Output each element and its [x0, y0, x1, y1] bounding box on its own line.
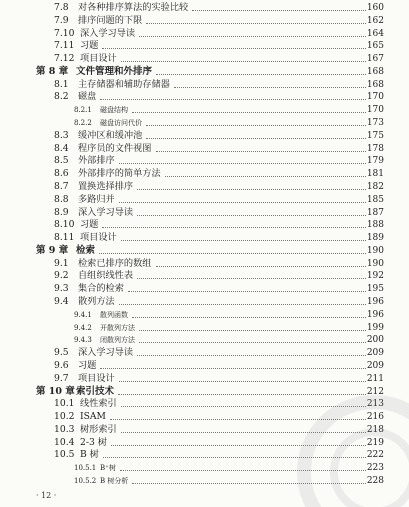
toc-dot-leader — [139, 321, 366, 331]
toc-title: B 树 — [80, 449, 99, 461]
toc-page-number: 228 — [366, 476, 384, 486]
toc-page-number: 164 — [366, 28, 384, 39]
toc-number: 第 8 章 — [36, 65, 69, 77]
toc-page-number: 192 — [366, 271, 384, 282]
toc-title: 散列方法 — [78, 296, 115, 308]
toc-title: 项目设计 — [80, 53, 117, 65]
toc-title: 检索已排序的数组 — [78, 257, 152, 269]
toc-title: 深入学习导读 — [78, 347, 134, 359]
toc-title: 缓冲区和缓冲池 — [78, 129, 143, 141]
toc-dot-leader — [139, 27, 366, 37]
toc-dot-leader — [102, 39, 366, 49]
toc-number: 8.5 — [54, 155, 69, 167]
toc-dot-leader — [111, 436, 366, 446]
toc-number: 8.4 — [54, 142, 69, 154]
toc-number: 8.8 — [54, 193, 69, 205]
toc-dot-leader — [132, 308, 366, 318]
toc-number: 7.12 — [54, 53, 75, 65]
toc-dot-leader — [137, 206, 366, 216]
toc-number: 7.8 — [54, 2, 69, 13]
toc-dot-leader — [119, 193, 366, 203]
toc-title: B 树分析 — [100, 477, 129, 485]
toc-dot-leader — [102, 218, 366, 228]
toc-title: 深入学习导读 — [78, 206, 134, 218]
toc-page-number: 213 — [366, 399, 384, 410]
toc-number: 7.10 — [54, 27, 75, 39]
toc-page-number: 160 — [366, 3, 384, 13]
toc-page-number: 175 — [366, 130, 384, 141]
toc-title: ISAM — [80, 411, 106, 423]
toc-number: 8.11 — [54, 232, 75, 244]
toc-number: 9.4 — [54, 296, 69, 308]
toc-number: 第 10 章 — [36, 385, 75, 397]
toc-dot-leader — [99, 244, 366, 254]
toc-page-number: 179 — [366, 156, 384, 167]
toc-title: 磁盘 — [78, 91, 97, 103]
toc-number: 9.7 — [54, 372, 69, 384]
toc-dot-leader — [121, 231, 366, 241]
toc-page-number: 223 — [366, 463, 384, 474]
toc-dot-leader — [119, 295, 366, 305]
toc-dot-leader — [132, 474, 366, 484]
toc-dot-leader — [139, 333, 366, 343]
toc-dot-leader — [137, 180, 366, 190]
toc-title: 外部排序 — [78, 155, 115, 167]
toc-number: 10.2 — [54, 411, 75, 423]
toc-title: 习题 — [78, 359, 97, 371]
toc-dot-leader — [174, 78, 366, 88]
toc-page-number: 219 — [366, 437, 384, 448]
toc-dot-leader — [132, 103, 366, 113]
toc-title: 习题 — [80, 40, 99, 52]
toc-title: 自组织线性表 — [78, 270, 134, 282]
toc-title: 磁盘访问代价 — [100, 119, 142, 128]
toc-dot-leader — [156, 142, 367, 152]
toc-title: 散列函数 — [100, 310, 128, 319]
toc-dot-leader — [137, 346, 366, 356]
toc-number: 7.9 — [54, 14, 69, 26]
toc-title: 项目设计 — [78, 372, 115, 384]
toc-dot-leader — [192, 1, 366, 11]
toc-page-number: 165 — [366, 41, 384, 52]
toc-page-number: 170 — [366, 105, 384, 116]
toc-number: 10.5.2 — [74, 477, 97, 485]
toc-title: 2-3 树 — [80, 436, 107, 448]
toc-number: 10.3 — [54, 423, 75, 435]
toc-dot-leader — [118, 385, 366, 395]
toc-page-number: 196 — [366, 309, 384, 320]
toc-title: 索引技术 — [76, 385, 115, 397]
toc-dot-leader — [165, 167, 366, 177]
toc-number: 8.1 — [54, 78, 69, 90]
toc-dot-leader — [121, 397, 366, 407]
toc-page-number: 188 — [366, 220, 384, 231]
toc-page-number: 195 — [366, 284, 384, 295]
toc-title: 磁盘结构 — [100, 106, 128, 115]
toc-page-number: 187 — [366, 207, 384, 218]
toc-number: 9.4.2 — [74, 323, 92, 332]
toc-title: 树形索引 — [80, 423, 117, 435]
toc-dot-leader — [137, 269, 366, 279]
toc-page-number: 209 — [366, 360, 384, 371]
toc-dot-leader — [146, 14, 366, 24]
toc-number: 9.3 — [54, 283, 69, 295]
toc-title: 闭散列方法 — [100, 336, 135, 345]
toc-number: 9.5 — [54, 347, 69, 359]
toc-dot-leader — [100, 90, 366, 100]
toc-page-number: 199 — [366, 322, 384, 333]
toc-number: 10.4 — [54, 436, 75, 448]
toc-page-number: 182 — [366, 181, 384, 192]
toc-page-number: 173 — [366, 118, 384, 129]
toc-page-number: 162 — [366, 15, 384, 26]
toc-dot-leader — [121, 52, 366, 62]
toc-number: 8.2.1 — [74, 106, 92, 115]
toc-number: 9.2 — [54, 270, 69, 282]
toc-page-number: 189 — [366, 233, 384, 244]
toc-dot-leader — [128, 282, 366, 292]
toc-dot-leader — [119, 372, 366, 382]
toc-number: 第 9 章 — [36, 244, 69, 256]
toc-page-number: 178 — [366, 143, 384, 154]
toc-title: B⁺树 — [100, 464, 116, 473]
toc-dot-leader — [100, 359, 366, 369]
toc-page-number: 211 — [366, 373, 384, 384]
toc-number: 9.4.3 — [74, 336, 92, 345]
toc-number: 8.9 — [54, 206, 69, 218]
toc-title: 排序问题的下限 — [78, 14, 143, 26]
toc-title: 线性索引 — [80, 398, 117, 410]
toc-page-number: 209 — [366, 348, 384, 359]
toc-page-number: 168 — [366, 66, 384, 77]
toc-number: 9.1 — [54, 257, 69, 269]
toc-page-number: 181 — [366, 169, 384, 180]
toc-dot-leader — [119, 154, 366, 164]
toc-dot-leader — [103, 448, 366, 458]
toc-dot-leader — [121, 423, 366, 433]
toc-page-number: 218 — [366, 424, 384, 435]
toc-title: 习题 — [80, 219, 99, 231]
toc-title: 置换选择排序 — [78, 180, 134, 192]
toc-number: 10.1 — [54, 398, 75, 410]
toc-title: 集合的检索 — [78, 283, 124, 295]
toc-number: 9.4.1 — [74, 310, 92, 319]
toc-page-number: 185 — [366, 194, 384, 205]
toc-number: 8.10 — [54, 219, 75, 231]
toc-number: 7.11 — [54, 40, 75, 52]
toc-page-number: 190 — [366, 258, 384, 269]
toc-title: 对各种排序算法的实验比较 — [78, 2, 189, 13]
toc-title: 文件管理和外排序 — [76, 65, 153, 77]
toc-title: 开散列方法 — [100, 323, 135, 332]
toc-page-number: 170 — [366, 92, 384, 103]
toc-dot-leader — [156, 65, 366, 75]
toc-number: 8.3 — [54, 129, 69, 141]
toc-number: 10.5.1 — [74, 464, 97, 473]
toc-subsection-row — [0, 474, 409, 488]
toc-title: 检索 — [76, 244, 96, 256]
toc-page-number: 167 — [366, 54, 384, 65]
toc-dot-leader — [156, 257, 367, 267]
toc-title: 外部排序的简单方法 — [78, 168, 161, 180]
toc-title: 多路归并 — [78, 193, 115, 205]
toc-dot-leader — [146, 129, 366, 139]
page-number: · 12 · — [36, 491, 57, 500]
toc-title: 项目设计 — [80, 232, 117, 244]
toc-number: 10.5 — [54, 449, 75, 461]
toc-page-number: 168 — [366, 79, 384, 90]
toc-title: 主存储器和辅助存储器 — [78, 78, 170, 90]
toc-title: 深入学习导读 — [80, 27, 136, 39]
toc-number: 9.6 — [54, 359, 69, 371]
toc-number: 8.2 — [54, 91, 69, 103]
toc-page-number: 190 — [366, 245, 384, 256]
toc-page-number: 212 — [366, 386, 384, 397]
toc-dot-leader — [146, 116, 366, 126]
toc-title: 程序员的文件视图 — [78, 142, 152, 154]
toc-page-number: 222 — [366, 450, 384, 461]
toc-number: 8.6 — [54, 168, 69, 180]
toc-page-number: 216 — [366, 412, 384, 423]
toc-number: 8.2.2 — [74, 119, 92, 128]
toc-page-number: 196 — [366, 297, 384, 308]
toc-number: 8.7 — [54, 180, 69, 192]
toc-dot-leader — [120, 461, 366, 471]
toc-page-number: 200 — [366, 335, 384, 346]
toc-dot-leader — [110, 410, 366, 420]
